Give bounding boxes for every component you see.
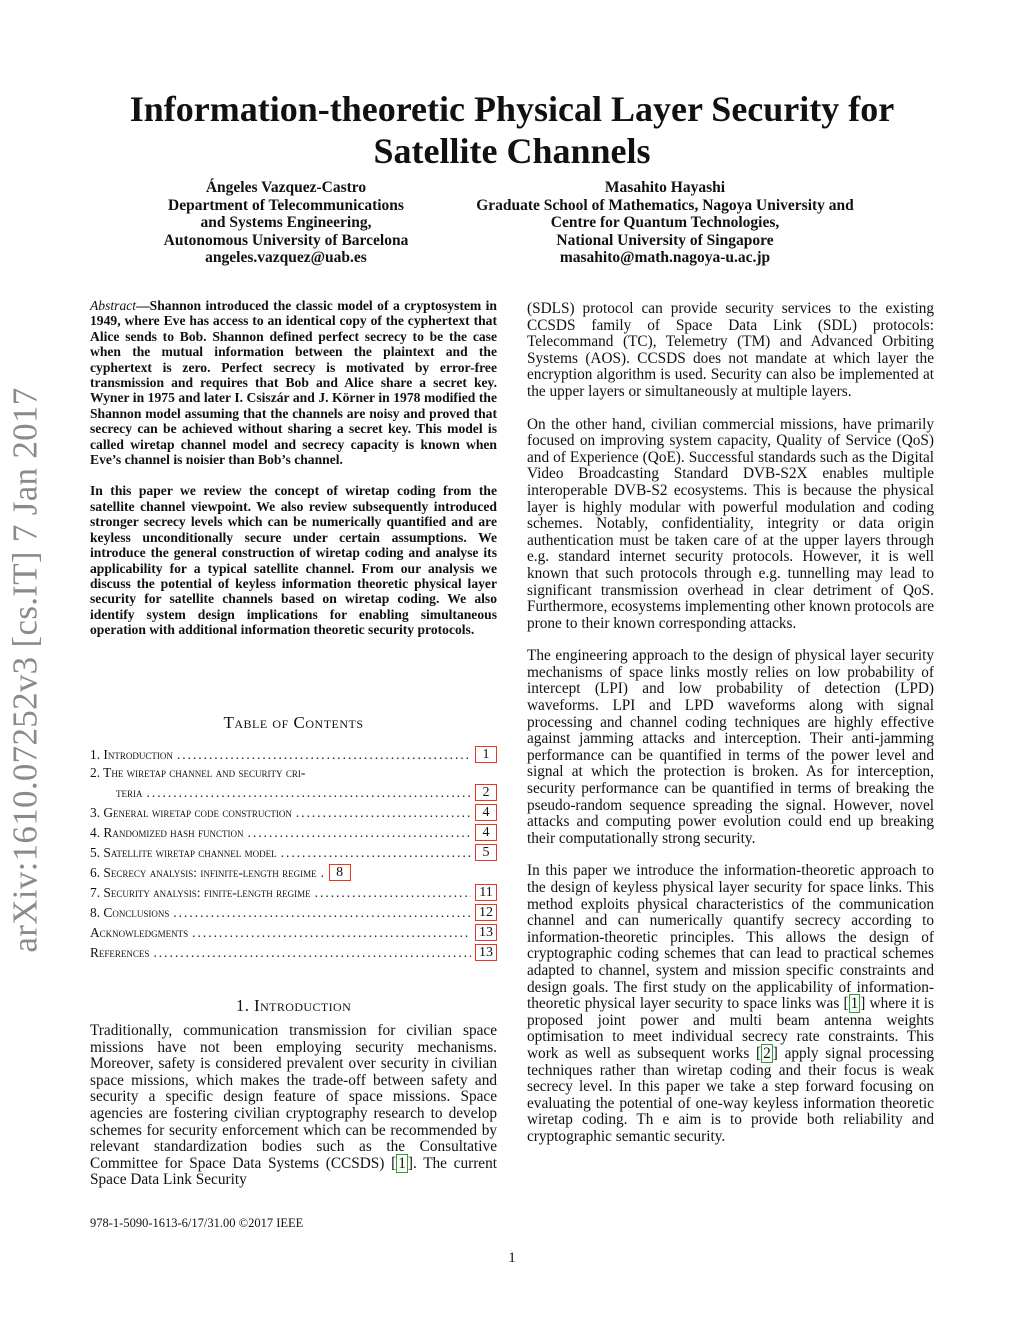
toc-entry-label: 5. Satellite wiretap channel model: [90, 845, 277, 860]
toc-entry-label: 7. Security analysis: finite-length regime: [90, 885, 311, 900]
toc-entry-label: 6. Secrecy analysis: infinite-length regime: [90, 865, 317, 880]
introduction-text: [90, 1023, 497, 1205]
toc-entry-label: 1. Introduction: [90, 747, 173, 762]
toc-entry[interactable]: [90, 821, 497, 841]
toc-entry[interactable]: [90, 781, 497, 801]
toc-entry[interactable]: [90, 921, 497, 941]
toc-page-link[interactable]: 4: [475, 804, 497, 821]
abstract-text: Shannon introduced the classic model of a cryptosystem in 1949, where Eve has access to an identical copy of the cyphertext that Alice sends to Bob. Shannon defined perfect secrecy to be the case when the mutual information between the plaintext and the cyphertext is zero. Perfect secrecy is motivated by error-free transmission and requires that Bob and Alice share a secret key. Wyner in 1975 and later I. Csiszár and J. Körner in 1978 modified the Shannon model assuming that the channels are noisy and proved that secrecy can be achieved without sharing a secret key. This model is called wiretap channel model and secrecy capacity is known when Eve’s channel is noisier than Bob’s channel.: [90, 298, 497, 468]
toc-page-link[interactable]: 13: [475, 944, 497, 961]
citation-link[interactable]: 2: [763, 1044, 771, 1062]
author-affiliation: Centre for Quantum Technologies,: [550, 214, 780, 231]
toc-entry-label: 3. General wiretap code construction: [90, 805, 292, 820]
toc-entry-label: teria: [116, 785, 143, 800]
body-paragraph: In this paper we introduce the information-theoretic approach to the design of keyless physical layer security for space links. This method exploits physical characteristics of the communication channel and can numerically quantify secrecy according to information-theoretic principles. This allows the design of cryptographic coding schemes that can lead to practical schemes adapted to channel, system and mission specific constraints and design goals. The first study on the applicability of information-theoretic physical layer security to space links was [ 1 ] where it is proposed joint power and multi beam antenna weights optimisation to meet individual secrecy rate constraints. This work as well as subsequent works [ 2 ] apply signal processing techniques rather than wiretap coding and their focus is weak secrecy level. In this paper we take a step forward focusing on evaluating the potential of one-way keyless information theoretic wiretap coding. Th e aim is to provide both reliability and cryptographic semantic security.: [527, 862, 934, 1145]
toc-entry[interactable]: [90, 801, 497, 821]
author-affiliation: Graduate School of Mathematics, Nagoya University and: [476, 196, 854, 214]
toc-entry[interactable]: [90, 841, 497, 861]
author-name: Masahito Hayashi: [604, 179, 726, 196]
paper-title: Information-theoretic Physical Layer Security for Satellite Channels: [129, 89, 895, 171]
body-paragraph: On the other hand, civilian commercial missions, have primarily focused on improving system capacity, Quality of Service (QoS) and of Experience (QoE). Successful standards such as the Digital Video Broadcasting Standard DVB-S2X enables multiple interoperable DVB-S2 ecosystems. This is because the physical layer is highly modular with powerful modulation and coding schemes. Notably, confidentiality, integrity or data origin authentication must be taken care of at the upper layers through e.g. standard internet security protocols. However, it is well known that such protocols through e.g. tunnelling may lead to significant transmission overhead in clear detriment of QoS. Furthermore, ecosystems implementing other known protocols are prone to their known corresponding attacks.: [527, 415, 934, 632]
page-number: 1: [508, 1250, 516, 1266]
arxiv-stamp-text: arXiv:1610.07252v3 [cs.IT] 7 Jan 2017: [6, 387, 46, 953]
arxiv-stamp: [2, 380, 50, 960]
abstract: [90, 298, 497, 654]
toc-entry[interactable]: [90, 763, 497, 781]
author-affiliation: Department of Telecommunications: [168, 196, 404, 214]
toc-page-link[interactable]: 2: [475, 784, 497, 801]
abstract-paragraph-2: In this paper we review the concept of wiretap coding from the satellite channel viewpoint. We also review subsequently introduced stronger secrecy levels which can be numerically quantified and are keyless unconditionally secure under certain assumptions. We introduce the general construction of wiretap coding and analyse its applicability for a typical satellite channel. From our analysis we discuss the potential of keyless information theoretic physical layer security for satellite channels based on wiretap coding. We also identify system design implications for enabling simultaneous operation with additional information theoretic security protocols.: [90, 483, 497, 638]
toc-page-link[interactable]: 12: [475, 904, 497, 921]
toc-entry-label: Acknowledgments: [90, 925, 189, 940]
toc-entry[interactable]: [90, 901, 497, 921]
toc-page-link[interactable]: 1: [475, 746, 497, 763]
toc-entry[interactable]: [90, 743, 497, 763]
author-block-2: [450, 179, 880, 267]
citation-link[interactable]: 1: [850, 995, 859, 1013]
introduction-paragraph: Traditionally, communication transmission for civilian space missions have not been employing security mechanisms. Moreover, safety is considered prevalent over security in civilian space missions, which makes the trade-off between safety and security a specific design feature of space missions. Space agencies are fostering civilian cryptography research to develop schemes for security enforcement which can be recommended by relevant standardization bodies such as the Consultative Committee for Space Data Systems (CCSDS) [ 1 ]. The current Space Data Link Security: [90, 1022, 497, 1189]
toc-entry[interactable]: [90, 941, 497, 961]
toc-entry-label: References: [90, 945, 150, 960]
toc-entry-label: 2. The wiretap channel and security cri-: [90, 765, 306, 780]
toc-title: Table of Contents: [223, 713, 364, 732]
abstract-label: Abstract: [90, 298, 137, 313]
author-affiliation: Autonomous University of Barcelona: [163, 231, 409, 249]
body-paragraph: The engineering approach to the design of physical layer security mechanisms of space links mostly relies on low probability of intercept (LPI) and low probability of detection (LPD) waveforms. LPI and LPD waveforms along with signal processing and channel coding techniques are highly effective against jamming attacks and interception. Their anti-jamming performance can be quantified in terms of the power level and signal at which the protection is broken. As for interception, security performance can be quantified in terms of breaking the pseudo-random sequence spreading the signal. However, novel attacks and computing power evolution could end up breaking their computationally strong security.: [527, 647, 934, 847]
author-email[interactable]: masahito@math.nagoya-u.ac.jp: [559, 249, 771, 266]
abstract-paragraph-1: Abstract—Shannon introduced the classic model of a cryptosystem in 1949, where Eve has access to an identical copy of the cyphertext that Alice sends to Bob. Shannon defined perfect secrecy to be the case when the mutual information between the plaintext and the cyphertext is zero. Perfect secrecy is motivated by error-free transmission and requires that Bob and Alice share a secret key. Wyner in 1975 and later I. Csiszár and J. Körner in 1978 modified the Shannon model assuming that the channels are noisy and proved that secrecy can be achieved without sharing a secret key. This model is called wiretap channel model and secrecy capacity is known when Eve’s channel is noisier than Bob’s channel.: [90, 298, 497, 468]
copyright-notice: 978-1-5090-1613-6/17/31.00 ©2017 IEEE: [90, 1216, 304, 1230]
toc-page-link[interactable]: 5: [475, 844, 497, 861]
toc-entry[interactable]: [90, 861, 497, 881]
toc-entry-label: 4. Randomized hash function: [90, 825, 244, 840]
right-column-text: [527, 301, 934, 1162]
author-block-1: [110, 179, 462, 267]
citation-link[interactable]: 1: [398, 1154, 406, 1172]
section-heading-introduction: 1. Introduction: [235, 996, 352, 1015]
toc-entry[interactable]: [90, 881, 497, 901]
author-email[interactable]: angeles.vazquez@uab.es: [205, 249, 367, 266]
toc-page-link[interactable]: 8: [329, 864, 351, 881]
author-name: Ángeles Vazquez-Castro: [205, 179, 367, 196]
toc-page-link[interactable]: 4: [475, 824, 497, 841]
body-paragraph: (SDLS) protocol can provide security services to the existing CCSDS family of Space Data Link (SDL) protocols: Telecommand (TC), Telemetry (TM) and Advanced Orbiting Systems (AOS). CCSDS does not mandate at which layer the encryption algorithm is used. Security can also be implemented at the upper layers or simultaneously at multiple layers.: [527, 300, 934, 400]
toc-page-link[interactable]: 11: [475, 884, 497, 901]
author-affiliation: National University of Singapore: [556, 231, 774, 249]
toc-page-link[interactable]: 13: [475, 924, 497, 941]
table-of-contents: [90, 743, 497, 961]
author-affiliation: and Systems Engineering,: [200, 214, 372, 231]
toc-entry-label: 8. Conclusions: [90, 905, 170, 920]
